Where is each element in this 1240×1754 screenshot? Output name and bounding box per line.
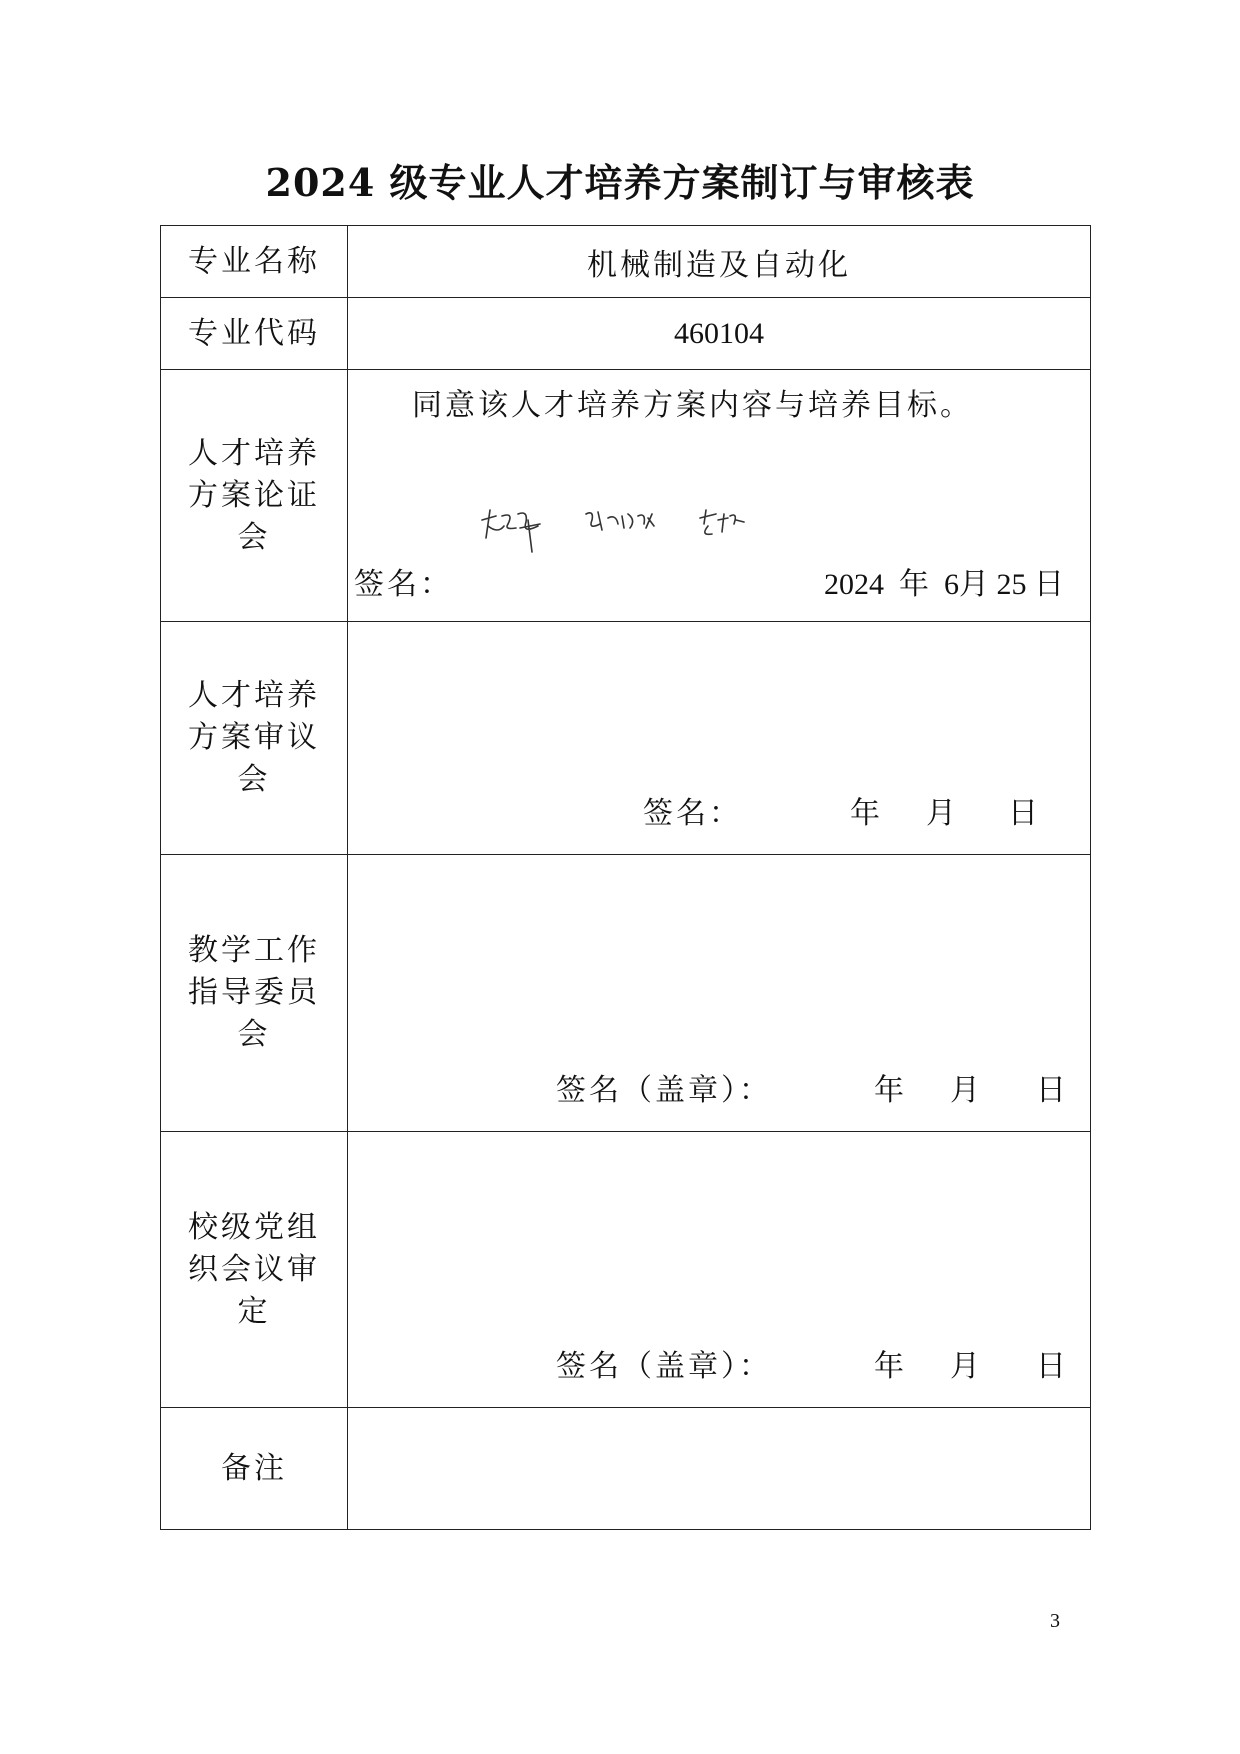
committee-year: 年 <box>874 1073 904 1108</box>
row-party <box>161 1132 1091 1408</box>
row-review <box>161 622 1091 855</box>
committee-label: 教学工作指导委员会 <box>161 855 348 1132</box>
review-month: 月 <box>926 796 956 831</box>
review-label: 人才培养方案审议会 <box>161 622 348 855</box>
row-major-name <box>161 226 1091 298</box>
major-code-value <box>348 298 1091 370</box>
party-sign-label: 签名（盖章）： <box>556 1349 772 1384</box>
approval-form-table <box>160 225 1091 1530</box>
remarks-label: 备注 <box>161 1408 348 1530</box>
major-name-label: 专业名称 <box>161 226 348 298</box>
demonstration-sign-label: 签名： <box>354 567 453 602</box>
committee-month: 月 <box>950 1073 980 1108</box>
party-cell <box>348 1132 1091 1408</box>
page-number: 3 <box>1050 1610 1060 1632</box>
review-year: 年 <box>850 796 880 831</box>
major-code-label: 专业代码 <box>161 298 348 370</box>
review-day: 日 <box>1008 796 1038 831</box>
party-label: 校级党组织会议审定 <box>161 1132 348 1408</box>
row-committee <box>161 855 1091 1132</box>
remarks-value <box>348 1408 1091 1530</box>
party-month: 月 <box>950 1349 980 1384</box>
demonstration-label: 人才培养方案论证会 <box>161 370 348 622</box>
demonstration-cell <box>348 370 1091 622</box>
row-demonstration <box>161 370 1091 622</box>
handwritten-signatures <box>468 490 768 570</box>
review-sign-label: 签名： <box>643 796 742 831</box>
demonstration-opinion: 同意该人才培养方案内容与培养目标。 <box>412 388 973 423</box>
demonstration-date: 2024 年 6月 25 日 <box>824 568 1064 601</box>
committee-sign-label: 签名（盖章）： <box>556 1073 772 1108</box>
row-remarks <box>161 1408 1091 1530</box>
committee-cell <box>348 855 1091 1132</box>
party-year: 年 <box>874 1349 904 1384</box>
document-title: 2024 级专业人才培养方案制订与审核表 <box>265 160 975 205</box>
party-day: 日 <box>1036 1349 1066 1384</box>
major-code-text: 460104 <box>674 317 764 350</box>
major-name-value: 机械制造及自动化 <box>348 226 1091 298</box>
committee-day: 日 <box>1036 1073 1066 1108</box>
review-cell <box>348 622 1091 855</box>
row-major-code <box>161 298 1091 370</box>
